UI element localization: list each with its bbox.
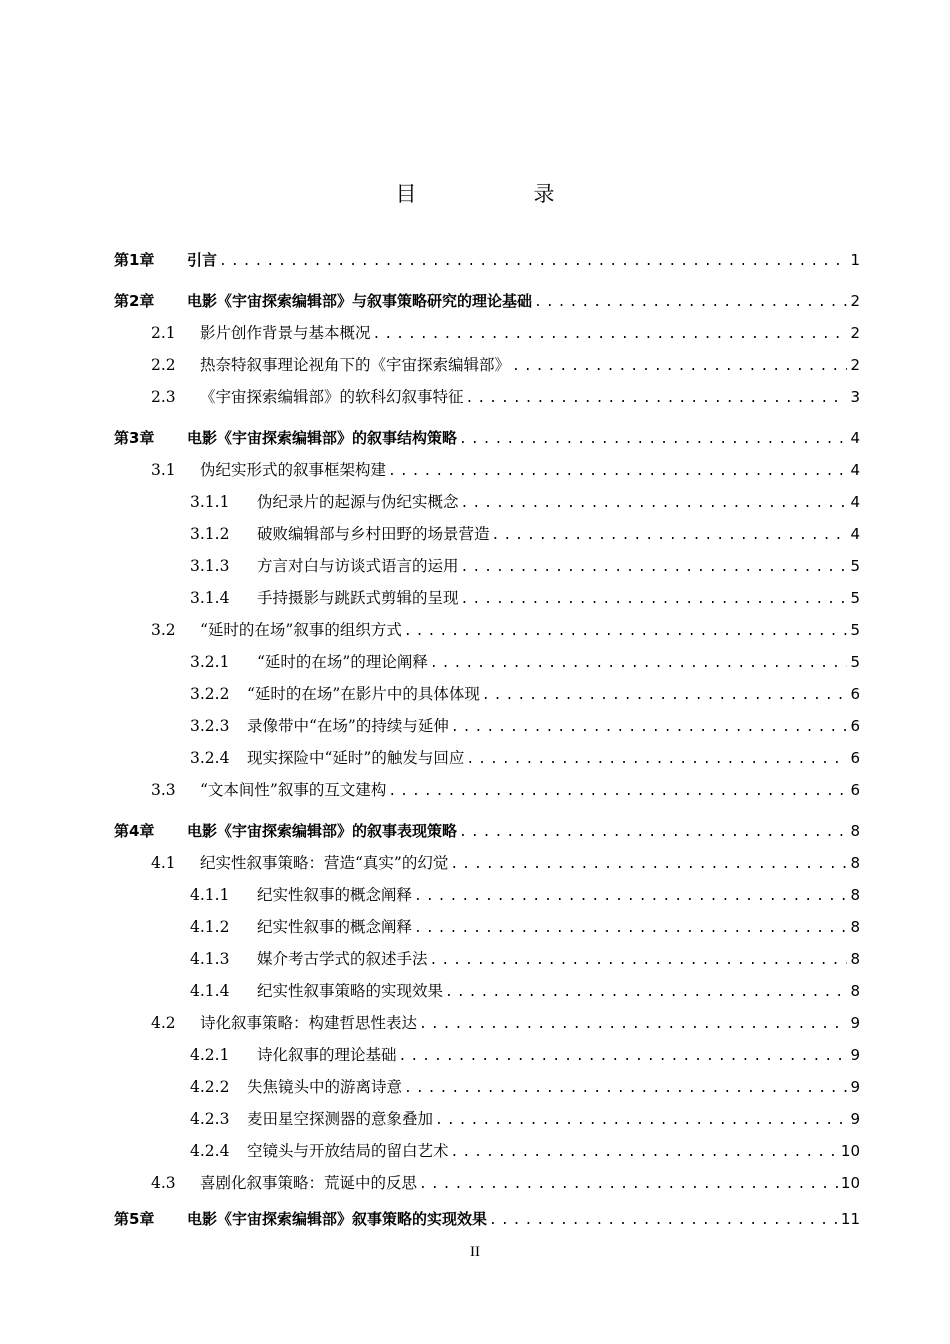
dot-leader [430,945,848,977]
toc-entry-number: 2.1 [151,324,176,342]
dot-leader [461,488,848,520]
toc-entry-page: 10 [840,1142,860,1160]
dot-leader [461,584,848,616]
toc-entry-section-3-1-1[interactable] [114,486,860,518]
dot-leader [445,977,847,1009]
toc-entry-section-3-1-4[interactable] [114,582,860,614]
toc-entry-title: 媒介考古学式的叙述手法 [257,950,428,968]
toc-entry-number: 4.1.3 [190,950,230,968]
toc-entry-title: 影片创作背景与基本概况 [200,324,371,342]
toc-entry-title: “文本间性”叙事的互文建构 [200,781,387,799]
toc-entry-section-2-3[interactable] [114,381,860,413]
toc-entry-number: 3.1 [151,461,176,479]
dot-leader [512,351,847,383]
toc-entry-title: 伪纪录片的起源与伪纪实概念 [257,493,459,511]
dot-leader [466,744,847,776]
dot-leader [435,1105,847,1137]
dot-leader [404,1073,847,1105]
toc-entry-section-4-2-1[interactable] [114,1039,860,1071]
toc-entry-title: 纪实性叙事策略：营造“真实”的幻觉 [200,854,449,872]
toc-entry-section-2-1[interactable] [114,317,860,349]
toc-entry-page: 8 [850,950,860,968]
toc-entry-title: 电影《宇宙探索编辑部》的叙事结构策略 [187,429,458,447]
dot-leader [404,616,848,648]
dot-leader [466,383,848,415]
toc-entry-title: 《宇宙探索编辑部》的软科幻叙事特征 [200,388,464,406]
toc-entry-chapter-3[interactable] [114,422,860,454]
dot-leader [414,913,847,945]
page-title: 目 录 [395,182,603,206]
toc-entry-number: 第1章 [114,251,155,269]
toc-entry-section-4-1-1[interactable] [114,879,860,911]
toc-entry-section-3-1[interactable] [114,454,860,486]
toc-entry-number: 3.2.4 [190,749,230,767]
toc-entry-page: 5 [850,557,860,575]
toc-entry-title: 伪纪实形式的叙事框架构建 [200,461,387,479]
dot-leader [419,1169,838,1201]
toc-entry-page: 5 [850,621,860,639]
dot-leader [459,424,847,456]
dot-leader [534,287,847,319]
toc-entry-chapter-5[interactable] [114,1203,860,1235]
toc-entry-section-3-2-3[interactable] [114,710,860,742]
table-of-contents [114,244,860,1235]
toc-entry-number: 3.1.3 [190,557,230,575]
toc-entry-title: 空镜头与开放结局的留白艺术 [247,1142,449,1160]
toc-entry-title: 电影《宇宙探索编辑部》的叙事表现策略 [187,822,458,840]
toc-entry-page: 6 [850,781,860,799]
toc-entry-title: 引言 [187,251,218,269]
toc-entry-number: 4.2.2 [190,1078,230,1096]
toc-entry-page: 4 [850,525,860,543]
toc-entry-page: 6 [850,749,860,767]
toc-entry-number: 4.2 [151,1014,176,1032]
toc-entry-title: 电影《宇宙探索编辑部》与叙事策略研究的理论基础 [187,292,533,310]
toc-entry-page: 8 [850,886,860,904]
toc-entry-page: 8 [850,822,860,840]
toc-entry-section-3-2-2[interactable] [114,678,860,710]
toc-entry-title: 诗化叙事的理论基础 [257,1046,397,1064]
toc-entry-title: 破败编辑部与乡村田野的场景营造 [257,525,490,543]
toc-entry-number: 2.2 [151,356,176,374]
dot-leader [459,817,847,849]
dot-leader [373,319,848,351]
toc-entry-page: 9 [850,1014,860,1032]
toc-entry-page: 6 [850,685,860,703]
toc-entry-number: 4.1 [151,854,176,872]
toc-entry-page: 8 [850,854,860,872]
toc-entry-section-2-2[interactable] [114,349,860,381]
toc-entry-title: 电影《宇宙探索编辑部》叙事策略的实现效果 [187,1210,488,1228]
toc-entry-number: 3.2 [151,621,176,639]
toc-entry-chapter-2[interactable] [114,285,860,317]
dot-leader [414,881,847,913]
toc-entry-title: 诗化叙事策略：构建哲思性表达 [200,1014,418,1032]
dot-leader [399,1041,848,1073]
toc-entry-section-4-1-2[interactable] [114,911,860,943]
toc-entry-section-3-2-4[interactable] [114,742,860,774]
toc-entry-page: 2 [850,324,860,342]
toc-entry-chapter-4[interactable] [114,815,860,847]
toc-entry-number: 3.3 [151,781,176,799]
toc-entry-title: 喜剧化叙事策略：荒诞中的反思 [200,1174,418,1192]
toc-entry-number: 4.2.3 [190,1110,230,1128]
toc-entry-number: 3.1.1 [190,493,230,511]
footer-page-number: II [470,1244,480,1260]
toc-entry-chapter-1[interactable] [114,244,860,276]
toc-entry-title: 麦田星空探测器的意象叠加 [247,1110,434,1128]
toc-entry-title: 失焦镜头中的游离诗意 [247,1078,403,1096]
toc-entry-title: 手持摄影与跳跃式剪辑的呈现 [257,589,459,607]
toc-entry-page: 4 [850,461,860,479]
dot-leader [461,552,848,584]
toc-entry-section-4-2-4[interactable] [114,1135,860,1167]
dot-leader [419,1009,847,1041]
toc-entry-section-4-1-3[interactable] [114,943,860,975]
dot-leader [451,1137,838,1169]
toc-entry-number: 3.1.4 [190,589,230,607]
toc-entry-title: “延时的在场”在影片中的具体体现 [247,685,480,703]
dot-leader [388,776,847,808]
toc-entry-title: 纪实性叙事策略的实现效果 [257,982,444,1000]
dot-leader [388,456,847,488]
dot-leader [492,520,848,552]
toc-entry-page: 9 [850,1078,860,1096]
toc-entry-title: “延时的在场”叙事的组织方式 [200,621,402,639]
toc-entry-number: 4.3 [151,1174,176,1192]
toc-entry-number: 3.2.2 [190,685,230,703]
toc-entry-number: 4.2.4 [190,1142,230,1160]
toc-entry-title: “延时的在场”的理论阐释 [257,653,428,671]
dot-leader [482,680,848,712]
toc-entry-title: 方言对白与访谈式语言的运用 [257,557,459,575]
toc-entry-title: 纪实性叙事的概念阐释 [257,918,413,936]
toc-entry-page: 6 [850,717,860,735]
toc-entry-number: 第4章 [114,822,155,840]
toc-entry-page: 4 [850,429,860,447]
toc-entry-number: 3.2.1 [190,653,230,671]
toc-entry-title: 纪实性叙事的概念阐释 [257,886,413,904]
toc-entry-section-4-1-4[interactable] [114,975,860,1007]
dot-leader [430,648,848,680]
toc-entry-section-4-2-3[interactable] [114,1103,860,1135]
toc-entry-page: 5 [850,653,860,671]
toc-entry-page: 9 [850,1046,860,1064]
toc-entry-number: 3.1.2 [190,525,230,543]
toc-entry-section-4-3[interactable] [114,1167,860,1199]
toc-entry-number: 4.1.2 [190,918,230,936]
toc-entry-page: 5 [850,589,860,607]
toc-entry-number: 4.1.1 [190,886,230,904]
toc-entry-page: 1 [850,251,860,269]
toc-entry-section-3-1-2[interactable] [114,518,860,550]
toc-entry-number: 4.2.1 [190,1046,230,1064]
toc-entry-number: 3.2.3 [190,717,230,735]
toc-entry-title: 现实探险中“延时”的触发与回应 [247,749,465,767]
toc-entry-number: 4.1.4 [190,982,230,1000]
toc-entry-number: 第3章 [114,429,155,447]
toc-entry-page: 10 [840,1174,860,1192]
toc-entry-section-4-2-2[interactable] [114,1071,860,1103]
toc-entry-section-4-2[interactable] [114,1007,860,1039]
dot-leader [489,1205,838,1237]
toc-entry-section-3-3[interactable] [114,774,860,806]
toc-entry-page: 9 [850,1110,860,1128]
toc-entry-title: 录像带中“在场”的持续与延伸 [247,717,449,735]
toc-entry-page: 8 [850,982,860,1000]
toc-entry-section-4-1[interactable] [114,847,860,879]
dot-leader [450,849,847,881]
toc-entry-page: 4 [850,493,860,511]
toc-entry-page: 11 [840,1210,860,1228]
toc-entry-page: 8 [850,918,860,936]
toc-entry-page: 2 [850,356,860,374]
toc-entry-number: 2.3 [151,388,176,406]
toc-entry-section-3-1-3[interactable] [114,550,860,582]
toc-entry-section-3-2-1[interactable] [114,646,860,678]
toc-entry-page: 2 [850,292,860,310]
toc-entry-number: 第2章 [114,292,155,310]
dot-leader [451,712,848,744]
toc-entry-number: 第5章 [114,1210,155,1228]
toc-entry-page: 3 [850,388,860,406]
toc-entry-title: 热奈特叙事理论视角下的《宇宙探索编辑部》 [200,356,511,374]
toc-entry-section-3-2[interactable] [114,614,860,646]
dot-leader [219,246,847,278]
